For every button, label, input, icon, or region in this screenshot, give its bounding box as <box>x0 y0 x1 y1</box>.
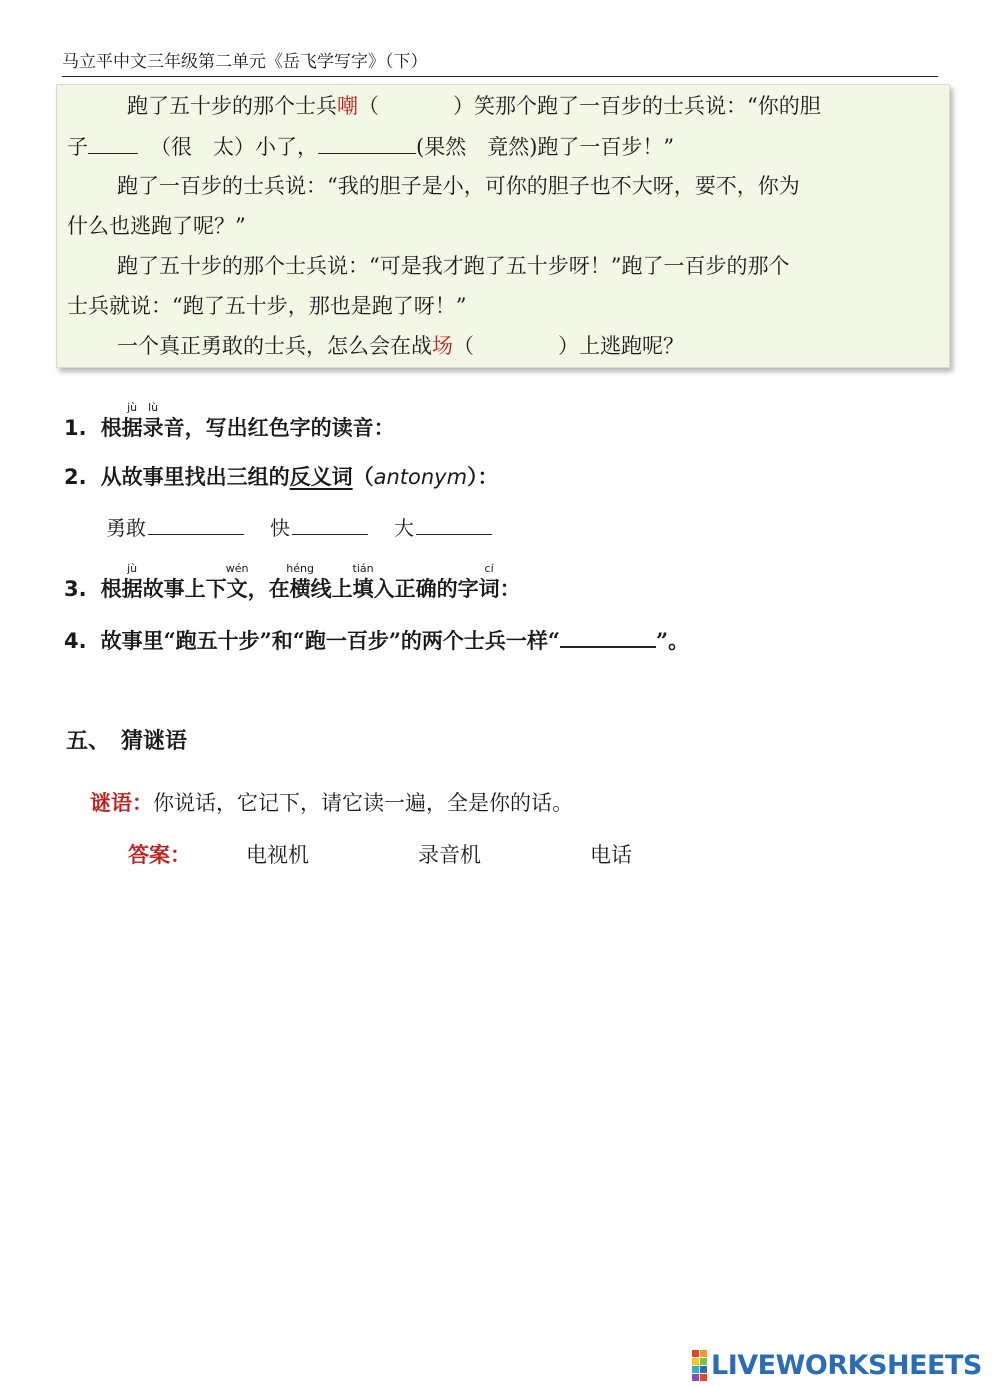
question-text: 据 <box>121 415 143 440</box>
question-2 <box>64 462 499 492</box>
ruby-ci <box>478 562 500 604</box>
red-character: 嘲 <box>337 94 358 118</box>
question-number: 1. <box>64 416 87 440</box>
story-text: 跑了五十步的那个士兵 <box>127 94 337 118</box>
english-term: antonym <box>373 465 468 489</box>
question-text: 横 <box>289 576 311 601</box>
story-line-3: 跑了一百步的士兵说：“我的胆子是小，可你的胆子也不大呀，要不，你为 <box>117 174 800 198</box>
logo-icon <box>692 1350 707 1381</box>
question-text: ）： <box>467 464 499 489</box>
question-text: ，在 <box>247 576 290 601</box>
pinyin: cí <box>484 562 494 575</box>
answer-label: 答案： <box>128 842 191 867</box>
question-text: 音，写出红色字的读音： <box>163 415 395 440</box>
question-text: ”。 <box>656 628 690 653</box>
answer-option[interactable]: 电视机 <box>246 843 309 867</box>
pinyin: héng <box>286 562 314 575</box>
ruby-ju <box>121 401 143 443</box>
story-box <box>56 84 950 368</box>
answer-option[interactable]: 电话 <box>590 843 632 867</box>
question-text: 入正确的字 <box>373 576 479 601</box>
question-text: （ <box>352 464 374 489</box>
ruby-lu <box>142 401 164 443</box>
pinyin: tián <box>352 562 374 575</box>
pinyin: wén <box>225 562 249 575</box>
question-text: ： <box>499 576 521 601</box>
page-header: 马立平中文三年级第二单元《岳飞学写字》（下） <box>62 50 938 77</box>
logo-text: LIVEWORKSHEETS <box>711 1349 982 1381</box>
story-text: (果然 竟然)跑了一百步！” <box>416 135 675 159</box>
antonym-word: 大 <box>394 516 414 540</box>
question-text: 文 <box>226 576 248 601</box>
answer-blank-q4[interactable] <box>560 624 656 648</box>
question-text: 故事里“跑五十步”和“跑一百步”的两个士兵一样“ <box>100 628 560 653</box>
ruby-ju <box>121 562 143 604</box>
question-text: 故事上下 <box>142 576 227 601</box>
paren-open: （ <box>358 94 379 118</box>
red-character: 场 <box>432 334 453 358</box>
story-text: 一个真正勇敢的士兵，怎么会在战 <box>117 334 432 358</box>
pinyin: lù <box>148 401 159 414</box>
question-text: 据 <box>121 576 143 601</box>
question-text: 从故事里找出三组的 <box>100 464 290 489</box>
story-line-2 <box>67 131 674 162</box>
ruby-wen <box>225 562 249 604</box>
story-line-5: 跑了五十步的那个士兵说：“可是我才跑了五十步呀！”跑了一百步的那个 <box>117 254 790 278</box>
riddle-line <box>90 788 573 818</box>
riddle-text: 你说话，它记下，请它读一遍，全是你的话。 <box>153 791 573 815</box>
story-line-7 <box>117 331 684 361</box>
underlined-term: 反义词 <box>289 464 353 489</box>
story-line-1 <box>127 91 821 121</box>
question-text: 线上 <box>310 576 353 601</box>
question-number: 2. <box>64 465 87 489</box>
question-text: 录 <box>142 415 164 440</box>
question-4 <box>64 624 689 656</box>
antonym-word: 快 <box>270 516 290 540</box>
antonym-row <box>106 512 492 543</box>
liveworksheets-logo <box>692 1345 982 1385</box>
story-text: 子 <box>67 135 88 159</box>
fill-blank-1[interactable] <box>88 131 138 154</box>
antonym-blank-3[interactable] <box>416 512 492 535</box>
question-text: 根 <box>100 576 122 601</box>
fill-blank-2[interactable] <box>318 131 416 154</box>
question-text: 填 <box>352 576 374 601</box>
riddle-label: 谜语： <box>90 790 153 815</box>
question-number: 4. <box>64 629 87 653</box>
ruby-heng <box>286 562 314 604</box>
question-text: 词 <box>478 576 500 601</box>
section-5-title: 五、 猜谜语 <box>66 728 188 754</box>
story-text: （很 太）小了， <box>150 135 318 159</box>
answer-option[interactable]: 录音机 <box>418 843 481 867</box>
ruby-tian <box>352 562 374 604</box>
pinyin: jù <box>127 562 138 575</box>
story-text: ）笑那个跑了一百步的士兵说：“你的胆 <box>453 94 821 118</box>
question-3 <box>64 562 521 604</box>
question-number: 3. <box>64 577 87 601</box>
antonym-word: 勇敢 <box>106 516 146 540</box>
antonym-blank-1[interactable] <box>148 512 244 535</box>
story-line-4: 什么也逃跑了呢？” <box>67 214 246 238</box>
answer-options <box>128 840 632 870</box>
paren-open: （ <box>453 334 474 358</box>
story-text: ）上逃跑呢？ <box>558 334 684 358</box>
antonym-blank-2[interactable] <box>292 512 368 535</box>
story-line-6: 士兵就说：“跑了五十步，那也是跑了呀！” <box>67 294 467 318</box>
pinyin: jù <box>127 401 138 414</box>
question-text: 根 <box>100 415 122 440</box>
question-1 <box>64 401 395 443</box>
